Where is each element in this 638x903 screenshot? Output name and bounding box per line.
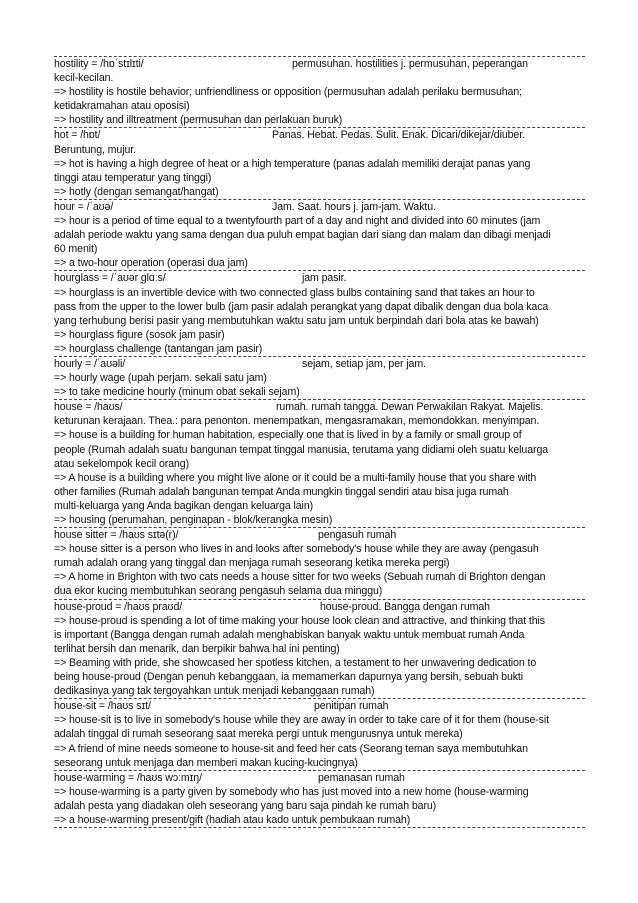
entry-headline (54, 771, 585, 785)
entry-definition: rumah. rumah tangga. Dewan Perwakilan Rakyat. Majelis. (276, 401, 544, 414)
entry-line: => A house is a building where you might live alone or it could be a multi-family house that you share with (54, 471, 537, 484)
entry-line: => hot is having a high degree of heat or a high temperature (panas adalah memiliki derajat panas yang (54, 157, 531, 170)
entry-line: Beruntung, mujur. (54, 143, 136, 156)
entry-line: terlihat bersih dan menarik, dan berpikir bahwa hal ini penting) (54, 642, 340, 655)
entry-definition: penitipan rumah (314, 700, 389, 713)
entry-line: => to take medicine hourly (minum obat sekali sejam) (54, 386, 300, 399)
entry-line: is important (Bangga dengan rumah adalah menghabiskan banyak waktu untuk membuat rumah Anda (54, 628, 525, 641)
entry-headline (54, 528, 585, 542)
entry-house-sit (54, 698, 585, 769)
entry-line: => house sitter is a person who lives in and looks after somebody's house while they are away (pengasuh (54, 543, 539, 556)
entry-definition: pengasuh rumah (318, 529, 397, 542)
entry-line: pass from the upper to the lower bulb (jam pasir adalah perangkat yang dapat dibalik dengan dua bola kaca (54, 300, 549, 313)
entry-line: yang terhubung berisi pasir yang membutuhkan waktu satu jam untuk berpindah dari bola atas ke bawah) (54, 314, 539, 327)
entry-house (54, 399, 585, 527)
entry-line: atau sekelompok kecil orang) (54, 457, 189, 470)
entry-line: => house is a building for human habitation, especially one that is lived in by a family or small group of (54, 429, 522, 442)
entry-line: adalah pesta yang diadakan oleh seseorang yang baru saja pindah ke rumah baru) (54, 799, 437, 812)
entry-line: => hotly (dengan semangat/hangat) (54, 185, 219, 198)
entry-term: hourglass = /ˈaʊər ̩ɡlɑːs/ (54, 272, 166, 285)
dictionary-page (54, 56, 585, 828)
entry-line: keturunan kerajaan. Thea.: para penonton. menempatkan, mengasramakan, memondokkan. menyimpan. (54, 415, 540, 428)
entry-line: people (Rumah adalah suatu bangunan tempat tinggal manusia, terutama yang didiami oleh suatu keluarga (54, 443, 549, 456)
entry-definition: Panas. Hebat. Pedas. Sulit. Enak. Dicari/dikejar/diuber. (272, 129, 525, 142)
entry-line: => hourglass figure (sosok jam pasir) (54, 328, 225, 341)
entry-definition: jam pasir. (302, 272, 347, 285)
entry-line: => house-warming is a party given by somebody who has just moved into a new home (house-warming (54, 785, 529, 798)
entry-term: hour = /ˈaʊə/ (54, 200, 114, 213)
entry-definition: pemanasan rumah (318, 771, 405, 784)
entry-headline (54, 128, 585, 142)
entry-line: adalah tinggal di rumah seseorang saat mereka pergi untuk mengurusnya untuk mereka) (54, 728, 463, 741)
entry-hot (54, 127, 585, 198)
entry-line: rumah adalah orang yang tinggal dan menjaga rumah seseorang ketika mereka pergi) (54, 557, 450, 570)
entry-term: house = /haʊs/ (54, 401, 123, 414)
entry-line: => hostility and illtreatment (permusuhan dan perlakuan buruk) (54, 114, 343, 127)
entry-headline (54, 57, 585, 71)
entry-term: house-sit = /haʊs sɪt/ (54, 700, 151, 713)
entry-term: hourly = /ˈaʊəli/ (54, 357, 126, 370)
entry-line: => hour is a period of time equal to a twentyfourth part of a day and night and divided into 60 minutes (jam (54, 215, 541, 228)
entry-line: being house-proud (Dengan penuh kebanggaan, ia memamerkan dapurnya yang bersih, sebuah bukti (54, 671, 524, 684)
entry-line: ketidakramahan atau oposisi) (54, 100, 190, 113)
entry-line: dua ekor kucing membutuhkan seorang pengasuh selama dua minggu) (54, 585, 383, 598)
entry-term: hostility = /hɒˈstɪlɪti/ (54, 58, 144, 70)
entry-headline (54, 200, 585, 214)
entry-term: house sitter = /haʊs sɪtə(r)/ (54, 529, 179, 542)
entry-line: tinggi atau temperatur yang tinggi) (54, 171, 212, 184)
entry-hour (54, 199, 585, 270)
entry-definition: Jam. Saat. hours j. jam-jam. Waktu. (272, 200, 436, 213)
entry-line: => a two-hour operation (operasi dua jam) (54, 257, 248, 270)
entry-headline (54, 357, 585, 371)
entry-term: house-warming = /haʊs wɔːmɪŋ/ (54, 771, 202, 784)
entry-headline (54, 699, 585, 713)
entry-line: => house-sit is to live in somebody's house while they are away in order to take care of it for them (house-sit (54, 714, 549, 727)
entry-line: seseorang untuk menjaga dan memberi makan kucing-kucingnya) (54, 756, 358, 769)
entry-headline (54, 600, 585, 614)
entry-line: adalah periode waktu yang sama dengan dua puluh empat bagian dari siang dan malam dan dibagi menjadi (54, 229, 551, 242)
entry-line: other families (Rumah adalah bangunan tempat Anda mungkin tinggal sendiri atau bisa juga rumah (54, 485, 509, 498)
entry-line: 60 menit) (54, 243, 98, 256)
entry-house-sitter (54, 527, 585, 598)
entry-term: hot = /hɒt/ (54, 129, 101, 142)
entry-line: => A home in Brighton with two cats needs a house sitter for two weeks (Sebuah rumah di Brighton dengan (54, 571, 546, 584)
entry-headline (54, 271, 585, 285)
entry-definition: sejam, setiap jam, per jam. (302, 357, 426, 370)
entry-line: => A friend of mine needs someone to house-sit and feed her cats (Seorang teman saya membutuhkan (54, 742, 528, 755)
entry-house-proud (54, 599, 585, 699)
entry-line: kecil-kecilan. (54, 72, 114, 85)
entry-line: multi-keluarga yang Anda bagikan dengan keluarga lain) (54, 499, 314, 512)
entry-line: => house-proud is spending a lot of time making your house look clean and attractive, and thinking that this (54, 614, 545, 627)
entry-line: => Beaming with pride, she showcased her spotless kitchen, a testament to her unwavering dedication to (54, 656, 537, 669)
entry-line: => housing (perumahan, penginapan - blok/kerangka mesin) (54, 514, 333, 526)
entry-line: => hourly wage (upah perjam. sekali satu jam) (54, 372, 267, 385)
entry-hourly (54, 356, 585, 399)
entry-line: dedikasinya yang tak tergoyahkan untuk menjadi kebanggaan rumah) (54, 685, 375, 698)
entry-definition: permusuhan. hostilities j. permusuhan, peperangan (292, 58, 528, 70)
entry-house-warming (54, 770, 585, 828)
entry-line: => hourglass is an invertible device with two connected glass bulbs containing sand that takes an hour to (54, 286, 535, 299)
entry-line: => hostility is hostile behavior; unfriendliness or opposition (permusuhan adalah perilaku bermusuhan; (54, 86, 522, 99)
entry-definition: house-proud. Bangga dengan rumah (320, 600, 490, 613)
entry-term: house-proud = /haʊs praʊd/ (54, 600, 183, 613)
entry-line: => a house-warming present/gift (hadiah atau kado untuk pembukaan rumah) (54, 813, 411, 826)
entry-hourglass (54, 270, 585, 356)
entry-headline (54, 400, 585, 414)
entry-hostility (54, 56, 585, 127)
entry-line: => hourglass challenge (tantangan jam pasir) (54, 342, 263, 355)
